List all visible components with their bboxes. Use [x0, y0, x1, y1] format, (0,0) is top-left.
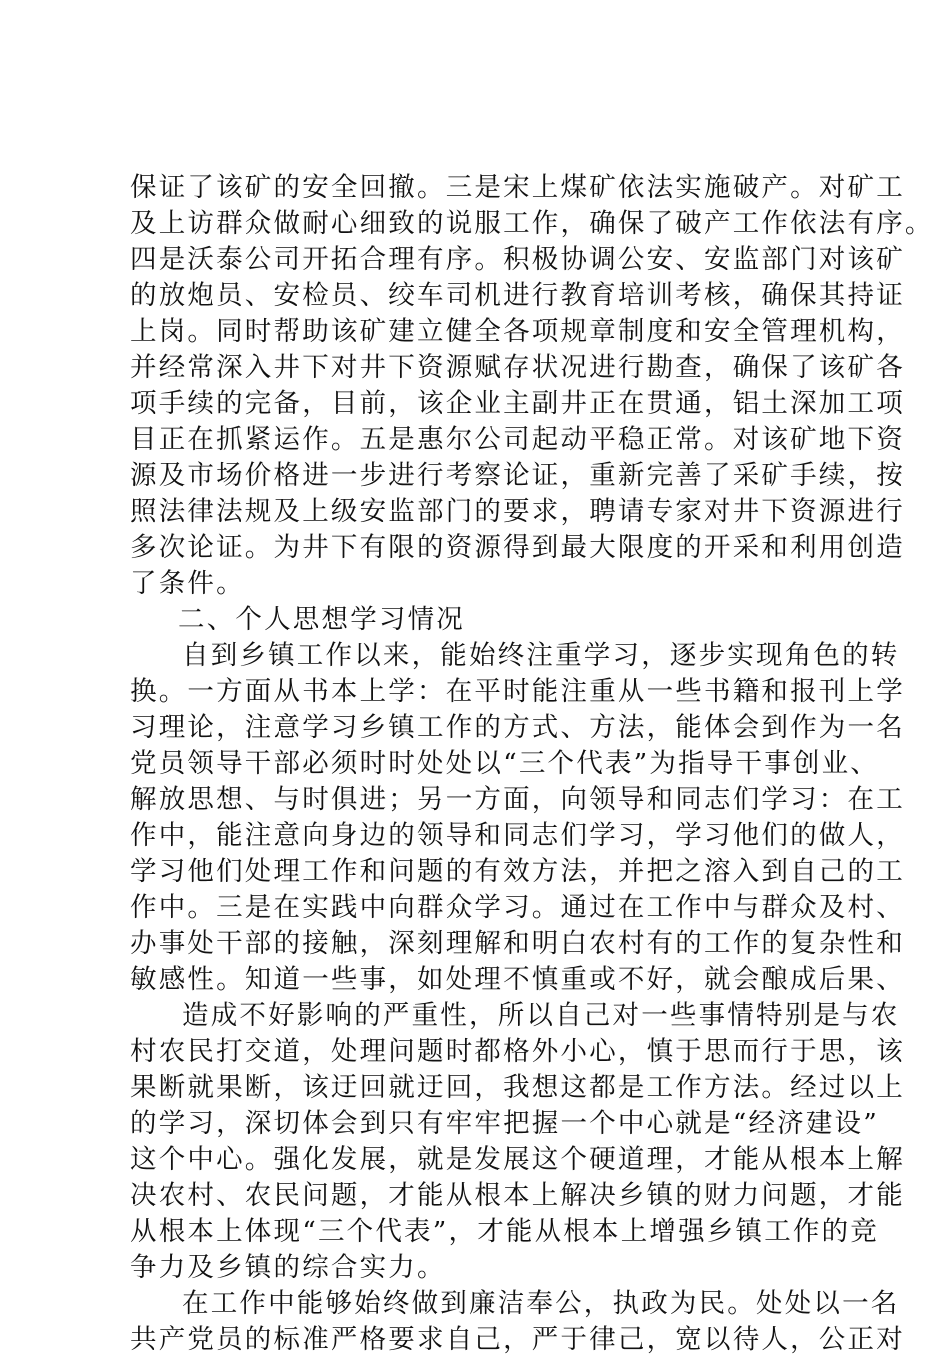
body-text-line: 自到乡镇工作以来，能始终注重学习，逐步实现角色的转 — [182, 640, 900, 671]
body-text-line: 源及市场价格进一步进行考察论证，重新完善了采矿手续，按 — [130, 460, 905, 491]
body-text-line: 果断就果断，该迂回就迂回，我想这都是工作方法。经过以上 — [130, 1072, 905, 1103]
body-text-line: 在工作中能够始终做到廉洁奉公，执政为民。处处以一名 — [182, 1288, 900, 1319]
body-text-line: 换。一方面从书本上学：在平时能注重从一些书籍和报刊上学 — [130, 676, 905, 707]
body-text-line: 作中，能注意向身边的领导和同志们学习，学习他们的做人， — [130, 820, 905, 851]
body-text-line: 多次论证。为井下有限的资源得到最大限度的开采和利用创造 — [130, 532, 905, 563]
body-text-line: 作中。三是在实践中向群众学习。通过在工作中与群众及村、 — [130, 892, 905, 923]
body-text-line: 习理论，注意学习乡镇工作的方式、方法，能体会到作为一名 — [130, 712, 905, 743]
body-text-line: 这个中心。强化发展，就是发展这个硬道理，才能从根本上解 — [130, 1144, 905, 1175]
body-text-line: 决农村、农民问题，才能从根本上解决乡镇的财力问题，才能 — [130, 1180, 905, 1211]
body-text-line: 解放思想、与时俱进；另一方面，向领导和同志们学习：在工 — [130, 784, 905, 815]
body-text-line: 上岗。同时帮助该矿建立健全各项规章制度和安全管理机构， — [130, 316, 905, 347]
body-text-line: 村农民打交道，处理问题时都格外小心，慎于思而行于思，该 — [130, 1036, 905, 1067]
body-text-line: 并经常深入井下对井下资源赋存状况进行勘查，确保了该矿各 — [130, 352, 905, 383]
body-text-line: 敏感性。知道一些事，如处理不慎重或不好，就会酿成后果、 — [130, 964, 905, 995]
body-text-line: 项手续的完备，目前，该企业主副井正在贯通，铝土深加工项 — [130, 388, 905, 419]
body-text-line: 目正在抓紧运作。五是惠尔公司起动平稳正常。对该矿地下资 — [130, 424, 905, 455]
body-text-line: 四是沃泰公司开拓合理有序。积极协调公安、安监部门对该矿 — [130, 244, 905, 275]
body-text-line: 保证了该矿的安全回撤。三是宋上煤矿依法实施破产。对矿工 — [130, 172, 905, 203]
body-text-line: 从根本上体现“三个代表”，才能从根本上增强乡镇工作的竞 — [130, 1216, 879, 1247]
body-text-line: 及上访群众做耐心细致的说服工作，确保了破产工作依法有序。 — [130, 208, 934, 239]
section-heading: 二、个人思想学习情况 — [178, 604, 465, 635]
body-text-line: 党员领导干部必须时时处处以“三个代表”为指导干事创业、 — [130, 748, 879, 779]
body-text-line: 了条件。 — [130, 568, 245, 599]
body-text-line: 共产党员的标准严格要求自己，严于律己，宽以待人，公正对 — [130, 1324, 905, 1355]
body-text-line: 的放炮员、安检员、绞车司机进行教育培训考核，确保其持证 — [130, 280, 905, 311]
body-text-line: 办事处干部的接触，深刻理解和明白农村有的工作的复杂性和 — [130, 928, 905, 959]
body-text-line: 造成不好影响的严重性，所以自己对一些事情特别是与农 — [182, 1000, 900, 1031]
body-text-line: 争力及乡镇的综合实力。 — [130, 1252, 446, 1283]
body-text-line: 学习他们处理工作和问题的有效方法，并把之溶入到自己的工 — [130, 856, 905, 887]
body-text-line: 的学习，深切体会到只有牢牢把握一个中心就是“经济建设” — [130, 1108, 879, 1139]
body-text-line: 照法律法规及上级安监部门的要求，聘请专家对井下资源进行 — [130, 496, 905, 527]
